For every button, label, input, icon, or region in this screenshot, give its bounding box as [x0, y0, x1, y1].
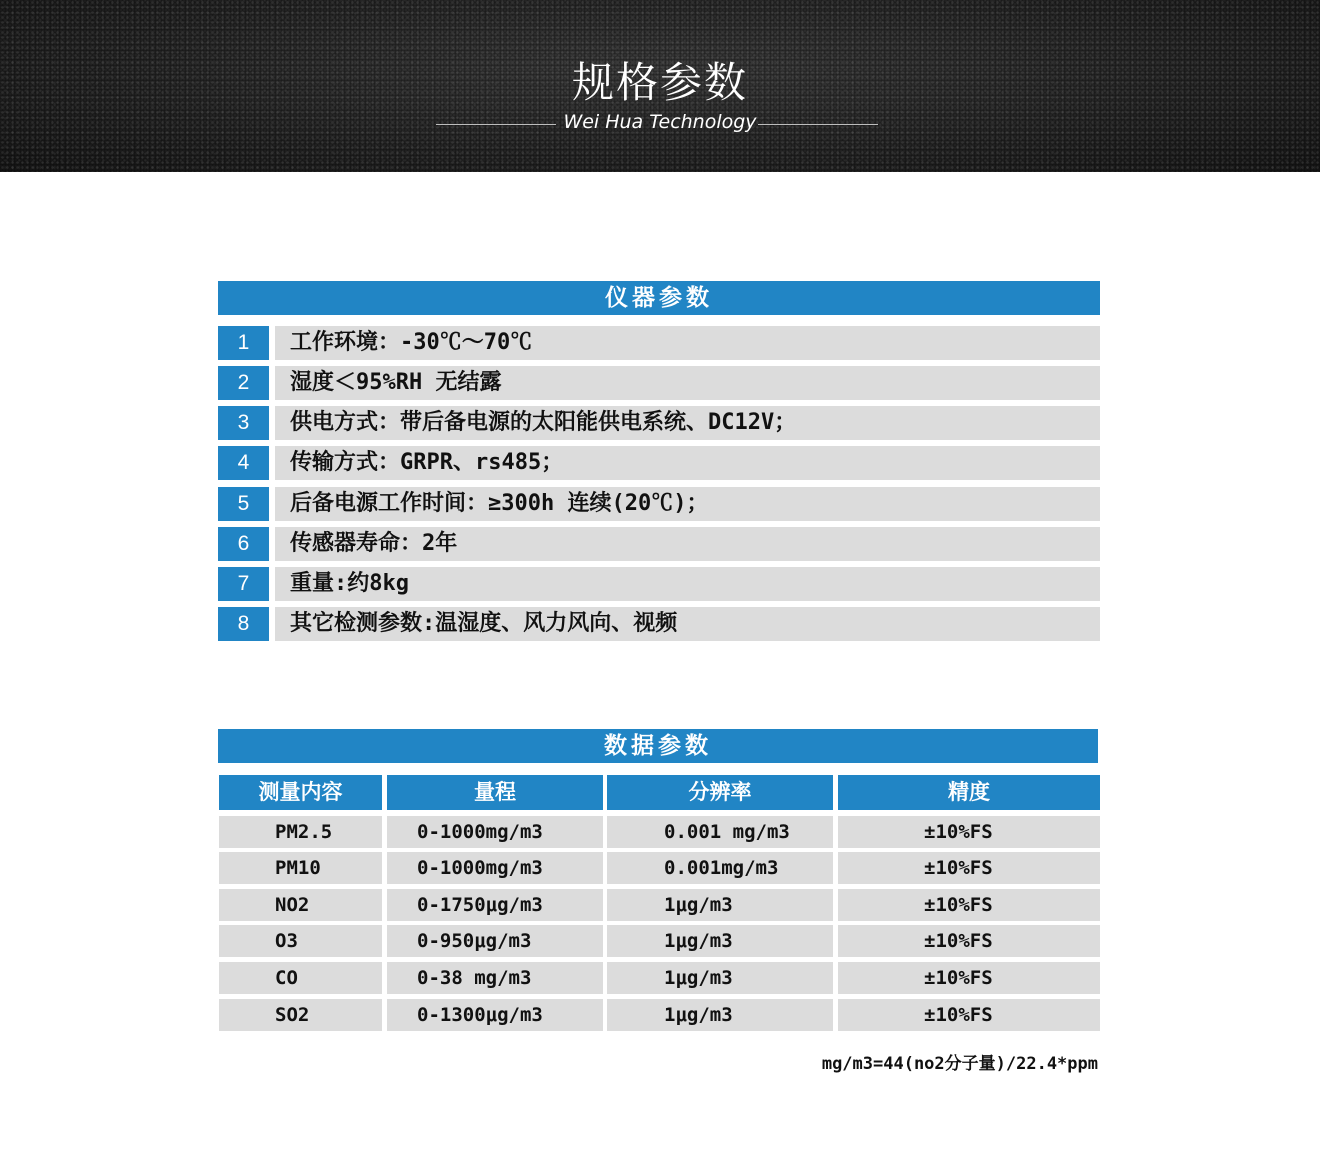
subtitle-divider-right: [758, 124, 878, 125]
row-number: 5: [218, 487, 269, 521]
table-cell: 0.001mg/m3: [607, 852, 833, 884]
table-cell: 1μg/m3: [607, 999, 833, 1031]
instrument-row: [218, 527, 1100, 561]
row-text: 工作环境：-30℃～70℃: [275, 326, 1100, 360]
table-cell: ±10%FS: [838, 999, 1100, 1031]
row-text: 后备电源工作时间：≥300h 连续(20℃)；: [275, 487, 1100, 521]
instrument-row: [218, 326, 1100, 360]
column-header-range: 量程: [387, 775, 603, 810]
row-text: 供电方式：带后备电源的太阳能供电系统、DC12V；: [275, 406, 1100, 440]
table-cell: 0-1750μg/m3: [387, 889, 603, 921]
table-cell: PM10: [219, 852, 382, 884]
table-cell: 0-1300μg/m3: [387, 999, 603, 1031]
row-number: 1: [218, 326, 269, 360]
instrument-row: [218, 406, 1100, 440]
row-text: 其它检测参数:温湿度、风力风向、视频: [275, 607, 1100, 641]
row-number: 3: [218, 406, 269, 440]
table-cell: SO2: [219, 999, 382, 1031]
row-text: 重量:约8kg: [275, 567, 1100, 601]
table-cell: ±10%FS: [838, 962, 1100, 994]
row-number: 2: [218, 366, 269, 400]
header-banner: [0, 0, 1320, 172]
data-params-heading: 数据参数: [218, 729, 1098, 763]
table-cell: 0-1000mg/m3: [387, 816, 603, 848]
row-number: 8: [218, 607, 269, 641]
row-number: 6: [218, 527, 269, 561]
column-header-item: 测量内容: [219, 775, 382, 810]
page-title: 规格参数: [571, 58, 748, 107]
table-cell: 0-950μg/m3: [387, 925, 603, 957]
column-header-resolution: 分辨率: [607, 775, 833, 810]
row-text: 传输方式：GRPR、rs485；: [275, 446, 1100, 480]
table-cell: 0-1000mg/m3: [387, 852, 603, 884]
table-cell: 1μg/m3: [607, 962, 833, 994]
table-cell: ±10%FS: [838, 816, 1100, 848]
table-cell: 1μg/m3: [607, 925, 833, 957]
table-cell: ±10%FS: [838, 889, 1100, 921]
conversion-footnote: mg/m3=44(no2分子量)/22.4*ppm: [821, 1054, 1098, 1074]
row-text: 湿度＜95%RH 无结露: [275, 366, 1100, 400]
table-cell: 0-38 mg/m3: [387, 962, 603, 994]
table-cell: PM2.5: [219, 816, 382, 848]
table-cell: ±10%FS: [838, 925, 1100, 957]
table-cell: NO2: [219, 889, 382, 921]
table-cell: 0.001 mg/m3: [607, 816, 833, 848]
instrument-row: [218, 487, 1100, 521]
table-cell: 1μg/m3: [607, 889, 833, 921]
instrument-params-heading: 仪器参数: [218, 281, 1100, 315]
instrument-row: [218, 567, 1100, 601]
row-number: 7: [218, 567, 269, 601]
table-cell: ±10%FS: [838, 852, 1100, 884]
column-header-accuracy: 精度: [838, 775, 1100, 810]
instrument-row: [218, 366, 1100, 400]
table-cell: O3: [219, 925, 382, 957]
row-number: 4: [218, 446, 269, 480]
table-cell: CO: [219, 962, 382, 994]
row-text: 传感器寿命：2年: [275, 527, 1100, 561]
instrument-row: [218, 446, 1100, 480]
instrument-row: [218, 607, 1100, 641]
page-subtitle: Wei Hua Technology: [563, 111, 757, 133]
